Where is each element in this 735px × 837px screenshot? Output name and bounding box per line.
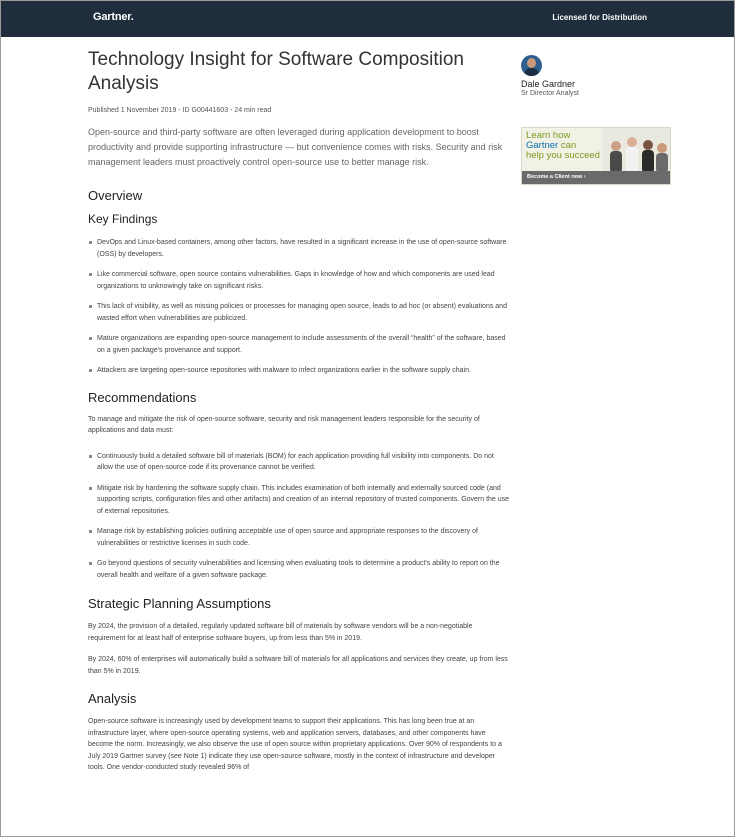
list-item: Manage risk by establishing policies outlining acceptable use of open source and appropriate responses to the discovery of vulnerabilities or restrictive licenses in such code.	[88, 526, 510, 549]
author-title: Sr Director Analyst	[521, 90, 579, 97]
promo-line: can	[558, 140, 577, 151]
analysis-heading: Analysis	[88, 691, 137, 706]
become-client-label: Become a Client now ›	[527, 174, 586, 180]
list-item: Like commercial software, open source contains vulnerabilities. Gaps in knowledge of how and which components are used lead organizations to unknowingly take on significant risks.	[88, 269, 510, 292]
publication-meta: Published 1 November 2019 - ID G00441603 - 24 min read	[88, 107, 272, 114]
assumption-paragraph: By 2024, 60% of enterprises will automatically build a software bill of materials for all applications and services they create, up from less than 5% in 2019.	[88, 656, 508, 675]
promo-line: succeed	[564, 150, 600, 161]
main-content	[88, 48, 510, 774]
avatar	[521, 55, 542, 76]
recommendations-list	[88, 451, 510, 582]
assumption-paragraph: By 2024, the provision of a detailed, regularly updated software bill of materials by software vendors will be a non-negotiable requirement for at least half of enterprise software buyers, up from less than 5% in 2019.	[88, 623, 473, 642]
recommendations-intro: To manage and mitigate the risk of open-source software, security and risk management leaders responsible for the security of applications and data must:	[88, 415, 480, 434]
promo-line: Gartner	[526, 140, 559, 151]
become-client-link[interactable]	[522, 171, 670, 184]
promo-line: Learn how	[526, 130, 571, 141]
list-item: Go beyond questions of security vulnerabilities and licensing when evaluating tools to determine a product's ability to report on the overall health and welfare of a given software package.	[88, 558, 510, 581]
key-findings-heading: Key Findings	[88, 212, 158, 226]
gartner-logo[interactable]: Gartner.	[93, 11, 134, 23]
document-title: Technology Insight for Software Composition Analysis	[88, 49, 464, 94]
list-item: Mature organizations are expanding open-source management to include assessments of the overall “health” of the software, based on a given package's provenance and support.	[88, 333, 510, 356]
author-name[interactable]: Dale Gardner	[521, 79, 576, 89]
analysis-paragraph: Open-source software is increasingly used by development teams to support their applications. This has long been true at an infrastructure layer, where open-source operating systems, web and application servers, databases, and other components have become the norm. Increasingly, we also observe the use of open source within proprietary applications. Over 90% of respondents to a July 2019 Gartner survey (see Note 1) indicate they use open-source software, mostly in the context of infrastructure and developer tools. One vendor-conducted study revealed 96% of	[88, 718, 502, 771]
author-card	[521, 55, 681, 97]
list-item: Attackers are targeting open-source repositories with malware to infect organizations earlier in the software supply chain.	[88, 365, 510, 377]
key-findings-list	[88, 237, 510, 377]
overview-heading: Overview	[88, 188, 143, 203]
list-item: DevOps and Linux-based containers, among other factors, have resulted in a significant increase in the use of open-source software (OSS) by developers.	[88, 237, 510, 260]
licensed-label: Licensed for Distribution	[552, 13, 647, 22]
strategic-planning-heading: Strategic Planning Assumptions	[88, 596, 271, 611]
list-item: This lack of visibility, as well as missing policies or processes for managing open source, leads to ad hoc (or absent) evaluations and wasted effort when vulnerabilities are publicized.	[88, 301, 510, 324]
recommendations-heading: Recommendations	[88, 389, 197, 405]
summary: Open-source and third-party software are often leveraged during application development to boost productivity and provide supporting infrastructure — but convenience comes with risks. Security and risk management leaders must proactively control open-source use to better manage risk.	[88, 127, 503, 167]
list-item: Mitigate risk by hardening the software supply chain. This includes examination of both internally and externally sourced code (and supporting scripts, configuration files and other artifacts) and creation of an internal repository of trusted components. Govern the use of external repositories.	[88, 483, 510, 518]
list-item: Continuously build a detailed software bill of materials (BOM) for each application providing full visibility into components. Do not allow the use of open-source code if its provenance cannot be verified.	[88, 451, 510, 474]
promo-banner[interactable]	[521, 127, 671, 185]
top-bar	[1, 1, 734, 37]
promo-line: help you	[526, 150, 565, 161]
